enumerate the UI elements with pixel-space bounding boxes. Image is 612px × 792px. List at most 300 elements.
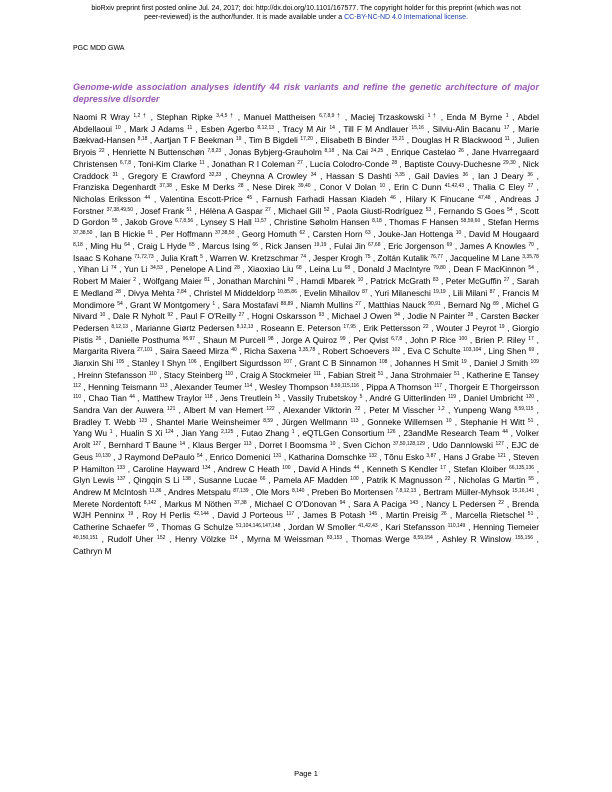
author-name: Penelope A Lind (170, 264, 232, 275)
author-affiliation: 63 (365, 230, 371, 237)
author-affiliation: 19 (127, 511, 134, 518)
author-name: Hilary K Finucane (405, 194, 475, 205)
author-name: Gail Davies (414, 170, 459, 181)
author-entry (473, 182, 533, 192)
author-affiliation: 34 (310, 171, 317, 178)
author-name: Bernard Ng (447, 299, 491, 310)
author-name: Warren W. Kretzschmar (209, 252, 299, 263)
author-name: David J Porteous (217, 510, 283, 521)
author-entry (353, 499, 418, 509)
author-affiliation: 3,35,78 (522, 253, 539, 260)
author-affiliation: 133 (116, 464, 126, 471)
author-name: Niamh Mullins (300, 299, 353, 310)
author-entry (367, 475, 451, 485)
author-affiliation: 119 (448, 394, 457, 401)
author-affiliation: 6,7,8 (119, 159, 132, 166)
author-affiliation: 100 (350, 476, 359, 483)
author-entry (140, 206, 192, 216)
author-affiliation: 11,57 (254, 218, 267, 225)
author-name: Erik Pettersson (363, 322, 421, 333)
author-name: Elisabeth B Binder (320, 135, 390, 146)
author-affiliation: 98 (268, 335, 274, 342)
author-entry (100, 229, 153, 239)
author-entry (288, 522, 377, 532)
author-entry (138, 159, 205, 169)
author-affiliation: 137 (117, 476, 126, 483)
author-name: 23andMe Research Team (403, 428, 500, 439)
author-name: Stephanie H Witt (460, 416, 525, 427)
author-entry (478, 171, 533, 181)
author-affiliation: 19,19 (313, 241, 327, 248)
author-entry (343, 440, 425, 450)
author-affiliation: 44 (502, 429, 508, 436)
author-affiliation: 113 (350, 417, 359, 424)
author-affiliation: 124 (165, 429, 174, 436)
author-affiliation: 114 (229, 534, 238, 541)
author-affiliation: 83,153 (326, 534, 343, 541)
author-name: Yun Li (123, 264, 148, 275)
author-entry (262, 194, 396, 204)
author-affiliation: 51 (186, 206, 193, 213)
author-name: Shaun M Purcell (203, 334, 266, 345)
author-entry (370, 276, 438, 286)
author-name: Carsten Bøcker Pedersen (73, 311, 539, 333)
author-affiliation: 8,12,13 (257, 124, 275, 131)
author-name: Tõnu Esko (383, 451, 424, 462)
author-name: Tim B Bigdeli (248, 135, 298, 146)
author-entry (218, 464, 291, 474)
author-name: Brenda WJH Penninx (73, 498, 539, 521)
author-affiliation: 62 (299, 230, 306, 237)
author-affiliation: 28 (234, 265, 240, 272)
author-affiliation: 10 (357, 277, 364, 284)
author-affiliation: 79,80 (433, 265, 446, 272)
author-name: Jana Strohmaier (390, 369, 452, 380)
author-affiliation: 40 (231, 347, 237, 354)
author-entry (112, 147, 221, 157)
author-entry (73, 475, 125, 485)
author-name: Rick Jansen (265, 240, 312, 251)
author-affiliation: 100 (282, 464, 291, 471)
author-name: Toni-Kim Clarke (137, 158, 197, 169)
author-affiliation: 10 (99, 312, 106, 319)
author-name: Bernhard T Baune (108, 440, 177, 451)
author-affiliation: 100 (458, 335, 468, 342)
author-entry (160, 194, 252, 204)
author-affiliation: 7,8,23 (207, 148, 222, 155)
author-affiliation: 5 (200, 253, 203, 260)
author-affiliation: 117 (286, 511, 295, 518)
author-affiliation: 7,8,12,13 (395, 488, 417, 494)
author-affiliation: 51 (527, 511, 534, 518)
author-entry (423, 487, 534, 497)
author-affiliation: 44 (353, 464, 360, 471)
author-entry (128, 288, 187, 298)
author-affiliation: 8,59 (263, 417, 273, 424)
author-name: Gonneke Willemsen (367, 416, 443, 427)
author-name: Jianxin Shi (73, 358, 114, 369)
author-entry (369, 393, 456, 403)
author-affiliation: 131 (273, 452, 282, 459)
author-name: Stefan Kloiber (453, 463, 507, 474)
author-name: Stacy Steinberg (163, 369, 223, 380)
author-affiliation: 106 (188, 359, 197, 366)
author-affiliation: 54 (117, 300, 123, 307)
author-name: Hogni Oskarsson (251, 311, 317, 322)
author-name: Henning Teismann (88, 381, 158, 392)
author-affiliation: 37,50,128,129 (392, 441, 425, 448)
author-name: Naomi R Wray (73, 112, 130, 122)
author-affiliation: 143 (409, 499, 418, 506)
author-entry (73, 428, 113, 438)
author-name: Gregory E Crawford (127, 170, 206, 181)
author-name: Jesper Krogh (312, 252, 363, 263)
author-name: Udo Dannlowski (432, 440, 493, 451)
author-entry (248, 264, 302, 274)
author-affiliation: 27 (355, 300, 361, 307)
author-entry (460, 417, 533, 427)
author-name: Daniel Umbricht (463, 393, 524, 404)
author-entry (156, 417, 273, 427)
author-affiliation: 8,12,13 (236, 323, 254, 330)
author-affiliation: 69 (528, 347, 535, 354)
author-affiliation: 134 (202, 464, 211, 471)
author-affiliation: 94 (394, 312, 400, 319)
author-name: Qingqin S Li (133, 475, 180, 486)
author-name: Ming Hu (90, 240, 122, 251)
author-affiliation: 28 (467, 312, 474, 319)
author-name: Thomas Werge (351, 533, 410, 544)
author-name: Andreas J Forstner (73, 194, 539, 216)
author-name: eQTLGen Consortium (302, 428, 385, 439)
author-affiliation: 31 (112, 171, 119, 178)
author-affiliation: 87 (362, 288, 368, 295)
author-entry (460, 241, 534, 251)
author-affiliation: 19,19 (433, 288, 446, 295)
author-entry (366, 382, 442, 392)
author-affiliation: 11 (187, 124, 193, 131)
notice-line-1: bioRxiv preprint first posted online Jul. 24, 2017; doi: http://dx.doi.org/10.1101/167577. The copyright holder for this preprint (which was not (91, 5, 521, 12)
author-name: Divya Mehta (128, 287, 175, 298)
author-affiliation: 22 (422, 323, 429, 330)
author-list: Naomi R Wray $^{1,2 \dagger}$ , Stephan Ripke $^{3,4,5 \dagger}$ , Manuel Mattheisen $^{6,7,8,9 \dagger}$ , Maciej Trzaskowski $^{1 \dagger}$ , Enda M Byrne $^1$ , Abdel Abdellaoui $^{10}$ , Mark J Adams $^{11}$ , Esben Agerbo $^{8,12,13}$ , Tracy M Air $^{14}$ , Till F M Andlauer $^{15,16}$ , Silviu-Alin Bacanu $^{17}$ , Marie Bækvad-Hansen $^{8,18}$ , Aartjan T F Beekman $^{19}$ , Tim B Bigdeli $^{17,20}$ , Elisabeth B Binder $^{15,21}$ , Douglas H R Blackwood $^{11}$ , Julien Bryois $^{22}$ , Henriette N Buttenschøn $^{7,8,23}$ , Jonas Bybjerg-Grauholm $^{8,18}$ , Na Cai $^{24,25}$ , Enrique Castelao $^{26}$ , Jane Hvarregaard Christensen $^{6,7,8}$ , Toni-Kim Clarke $^{11}$ , Jonathan R I Coleman $^{27}$ , Lucía Colodro-Conde $^{28}$ , Baptiste Couvy-Duchesne $^{29,30}$ , Nick Craddock $^{31}$ , Gregory E Crawford $^{32,33}$ , Cheynna A Crowley $^{34}$ , Hassan S Dashti $^{3,35}$ , Gail Davies $^{36}$ , Ian J Deary $^{36}$ , Franziska Degenhardt $^{37,38}$ , Eske M Derks $^{28}$ , Nese Direk $^{39,40}$ , Conor V Dolan $^{10}$ , Erin C Dunn $^{41,42,43}$ , Thalia C Eley $^{27}$ , Nicholas Eriksson $^{44}$ , Valentina Escott-Price $^{45}$ , Farnush Farhadi Hassan Kiadeh $^{46}$ , Hilary K Finucane $^{47,48}$ , Andreas J Forstner $^{37,38,49,50}$ , Josef Frank $^{51}$ , Hélèna A Gaspar $^{27}$ , Michael Gill $^{52}$ , Paola Giusti-Rodríguez $^{53}$ , Fernando S Goes $^{54}$ , Scott D Gordon $^{55}$ , Jakob Grove $^{6,7,8,56}$ , Lynsey S Hall $^{11,57}$ , Christine Søholm Hansen $^{8,18}$ , Thomas F Hansen $^{58,59,60}$ , Stefan Herms $^{37,38,50}$ , Ian B Hickie $^{61}$ , Per Hoffmann $^{37,38,50}$ , Georg Homuth $^{62}$ , Carsten Horn $^{63}$ , Jouke-Jan Hottenga $^{10}$ , David M Hougaard $^{8,18}$ , Ming Hu $^{64}$ , Craig L Hyde $^{65}$ , Marcus Ising $^{66}$ , Rick Jansen $^{19,19}$ , Fulai Jin $^{67,68}$ , Eric Jorgenson $^{69}$ , James A Knowles $^{70}$ , Isaac S Kohane $^{71,72,73}$ , Julia Kraft $^5$ , Warren W. Kretzschmar $^{74}$ , Jesper Krogh $^{75}$ , Zoltán Kutalik $^{76,77}$ , Jacqueline M Lane $^{3,35,78}$ , Yihan Li $^{74}$ , Yun Li $^{34,53}$ , Penelope A Lind $^{28}$ , Xiaoxiao Liu $^{68}$ , Leina Lu $^{68}$ , Donald J MacIntyre $^{79,80}$ , Dean F MacKinnon $^{54}$ , Robert M Maier $^2$ , Wolfgang Maier $^{81}$ , Jonathan Marchini $^{82}$ , Hamdi Mbarek $^{10}$ , Patrick McGrath $^{83}$ , Peter McGuffin $^{27}$ , Sarah E Medland $^{28}$ , Divya Mehta $^{2,84}$ , Christel M Middeldorp $^{10,85,86}$ , Evelin Mihailov $^{87}$ , Yuri Milaneschi $^{19,19}$ , Lili Milani $^{87}$ , Francis M Mondimore $^{54}$ , Grant W Montgomery $^1$ , Sara Mostafavi $^{88,89}$ , Niamh Mullins $^{27}$ , Matthias Nauck $^{90,91}$ , Bernard Ng $^{89}$ , Michel G Nivard $^{10}$ , Dale R Nyholt $^{92}$ , Paul F O'Reilly $^{27}$ , Hogni Oskarsson $^{93}$ , Michael J Owen $^{94}$ , Jodie N Painter $^{28}$ , Carsten Bøcker Pedersen $^{8,12,13}$ , Marianne Giørtz Pedersen $^{8,12,13}$ , Roseann E. Peterson $^{17,95}$ , Erik Pettersson $^{22}$ , Wouter J Peyrot $^{19}$ , Giorgio Pistis $^{26}$ , Danielle Posthuma $^{96,97}$ , Shaun M Purcell $^{98}$ , Jorge A Quiroz $^{99}$ , Per Qvist $^{6,7,8}$ , John P Rice $^{100}$ , Brien P. Riley $^{17}$ , Margarita Rivera $^{27,101}$ , Saira Saeed Mirza $^{40}$ , Richa Saxena $^{3,35,78}$ , Robert Schoevers $^{102}$ , Eva C Schulte $^{103,104}$ , Ling Shen $^{69}$ , Jianxin Shi $^{105}$ , Stanley I Shyn $^{106}$ , Engilbert Sigurdsson $^{107}$ , Grant C B Sinnamon $^{108}$ , Johannes H Smit $^{19}$ , Daniel J Smith $^{109}$ , Hreinn Stefansson $^{110}$ , Stacy Steinberg $^{110}$ , Craig A Stockmeier $^{111}$ , Fabian Streit $^{51}$ , Jana Strohmaier $^{51}$ , Katherine E Tansey $^{112}$ , Henning Teismann $^{113}$ , Alexander Teumer $^{114}$ , Wesley Thompson $^{8,59,115,116}$ , Pippa A Thomson $^{117}$ , Thorgeir E Thorgeirsson $^{110}$ , Chao Tian $^{44}$ , Matthew Traylor $^{118}$ , Jens Treutlein $^{51}$ , Vassily Trubetskoy $^5$ , André G Uitterlinden $^{119}$ , Daniel Umbricht $^{120}$ , Sandra Van der Auwera $^{121}$ , Albert M van Hemert $^{122}$ , Alexander Viktorin $^{22}$ , Peter M Visscher $^{1,2}$ , Yunpeng Wang $^{8,59,115}$ , Bradley T. Webb $^{123}$ , Shantel Marie Weinsheimer $^{8,59}$ , Jürgen Wellmann $^{113}$ , Gonneke Willemsen $^{10}$ , Stephanie H Witt $^{51}$ , Yang Wu $^1$ , Hualin S Xi $^{124}$ , Jian Yang $^{2,125}$ , Futao Zhang $^1$ , eQTLGen Consortium $^{126}$ , 23andMe Research Team $^{44}$ , Volker Arolt $^{127}$ , Bernhard T Baune $^{14}$ , Klaus Berger $^{113}$ , Dorret I Boomsma $^{10}$ , Sven Cichon $^{37,50,128,129}$ , Udo Dannlowski $^{127}$ , EJC de Geus $^{10,130}$ , J Raymond DePaulo $^{54}$ , Enrico Domenici $^{131}$ , Katharina Domschke $^{132}$ , Tõnu Esko $^{3,87}$ , Hans J Grabe $^{121}$ , Steven P Hamilton $^{133}$ , Caroline Hayward $^{134}$ , Andrew C Heath $^{100}$ , David A Hinds $^{44}$ , Kenneth S Kendler $^{17}$ , Stefan Kloiber $^{66,135,136}$ , Glyn Lewis $^{137}$ , Qingqin S Li $^{138}$ , Susanne Lucae $^{66}$ , Pamela AF Madden $^{100}$ , Patrik K Magnusson $^{22}$ , Nicholas G Martin $^{55}$ , Andrew M McIntosh $^{11,36}$ , Andres Metspalu $^{87,139}$ , Ole Mors $^{8,140}$ , Preben Bo Mortensen $^{7,8,12,13}$ , Bertram Müller-Myhsok $^{15,16,141}$ , Merete Nordentoft $^{8,142}$ , Markus M Nöthen $^{37,38}$ , Michael C O'Donovan $^{94}$ , Sara A Paciga $^{143}$ , Nancy L Pedersen $^{22}$ , Brenda WJH Penninx $^{19}$ , Roy H Perlis $^{42,144}$ , David J Porteous $^{117}$ , James B Potash $^{145}$ , Martin Preisig $^{26}$ , Marcella Rietschel $^{51}$ , Catherine Schaefer $^{69}$ , Thomas G Schulze $^{51,104,146,147,148}$ , Jordan W Smoller $^{41,42,43}$ , Kari Stefansson $^{110,149}$ , Henning Tiemeier $^{40,150,151}$ , Rudolf Uher $^{152}$ , Henry Völzke $^{114}$ , Myrna M Weissman $^{83,153}$ , Thomas Werge $^{8,59,154}$ , Ashley R Winslow $^{155,156}$ , Cathryn M (73, 112, 540, 556)
author-name: Grant W Montgomery (129, 299, 210, 310)
author-name: Till F M Andlauer (343, 123, 409, 134)
author-entry (231, 171, 316, 181)
author-affiliation: 1 (212, 300, 216, 307)
author-entry (298, 464, 359, 474)
author-affiliation: 40,150,151 (73, 534, 99, 541)
author-entry (367, 464, 446, 474)
author-entry (390, 370, 459, 380)
author-name: Abdel Abdellaoui (73, 112, 539, 134)
author-name: James B Potash (302, 510, 366, 521)
author-name: Enrique Castelao (391, 147, 456, 158)
author-name: Julia Kraft (160, 252, 198, 263)
author-affiliation: 17,20 (300, 136, 313, 143)
author-affiliation: 123 (138, 417, 148, 424)
author-affiliation: 3,87 (426, 452, 437, 459)
author-affiliation: 36 (527, 171, 533, 178)
author-name: Enda M Byrne (446, 112, 503, 122)
author-entry (164, 499, 246, 509)
author-name: Sarah E Medland (73, 276, 539, 298)
author-affiliation: 27 (238, 312, 245, 319)
author-affiliation: 152 (157, 534, 166, 541)
notice-line-2 (0, 13, 612, 22)
author-name: Douglas H R Blackwood (411, 135, 503, 146)
author-entry (142, 393, 212, 403)
author-affiliation: 34,53 (150, 265, 163, 272)
author-entry (194, 288, 297, 298)
paper-title: Genome-wide association analyses identify 44 risk variants and refine the genetic architecture of major depressive disorder (73, 82, 539, 104)
author-affiliation: 102 (391, 347, 401, 354)
author-name: Francis M Mondimore (73, 287, 539, 310)
author-entry (447, 112, 509, 122)
author-name: Jürgen Wellmann (281, 416, 348, 427)
author-name: Hamdi Mbarek (300, 276, 356, 287)
author-name: Dale R Nyholt (112, 311, 165, 322)
author-name: Jian Yang (181, 428, 219, 439)
author-entry (454, 464, 535, 474)
author-name: Michael J Owen (331, 311, 392, 322)
author-name: Bradley T. Webb (73, 416, 136, 427)
author-entry (161, 229, 235, 239)
author-name: Nicholas Eriksson (73, 194, 141, 205)
author-name: Per Hoffmann (160, 229, 213, 240)
author-entry (73, 346, 153, 356)
author-entry (326, 171, 405, 181)
author-entry (259, 382, 359, 392)
author-affiliation: 110 (148, 370, 157, 377)
author-name: Stefan Herms (487, 217, 539, 228)
author-entry (303, 510, 377, 520)
author-entry (128, 171, 221, 181)
author-entry (289, 452, 377, 462)
author-entry (73, 417, 147, 427)
author-name: Vassily Trubetskoy (287, 393, 358, 404)
author-affiliation: 6,7,8,9 † (319, 113, 342, 119)
author-affiliation: 54 (197, 452, 203, 459)
author-affiliation: 88,89 (280, 300, 294, 307)
author-name: Paul F O'Reilly (180, 311, 237, 322)
author-name: Carsten Horn (312, 229, 363, 240)
author-entry (302, 428, 395, 438)
author-affiliation: 37,38,50 (214, 230, 235, 237)
author-name: David A Hinds (298, 463, 351, 474)
author-name: Marcella Rietschel (455, 510, 525, 521)
author-name: Isaac S Kohane (73, 252, 132, 263)
author-entry (386, 510, 447, 520)
author-name: Per Qvist (353, 334, 389, 345)
author-affiliation: 8,18 (73, 241, 83, 248)
author-name: Danielle Posthuma (109, 334, 180, 345)
author-entry (391, 147, 464, 157)
author-entry (184, 405, 275, 415)
author-entry (332, 311, 400, 321)
author-affiliation: 68 (296, 265, 302, 272)
author-entry (442, 534, 533, 544)
author-affiliation: 3,35 (395, 171, 405, 178)
author-affiliation: 92 (167, 312, 174, 319)
author-name: Yang Wu (73, 428, 107, 439)
author-entry (343, 124, 424, 134)
author-affiliation: 37,38 (159, 183, 172, 190)
author-entry (351, 112, 437, 122)
author-entry (210, 452, 282, 462)
author-entry (129, 124, 192, 134)
author-entry (334, 241, 381, 251)
author-affiliation: 27 (503, 277, 510, 284)
author-affiliation: 117 (434, 382, 443, 389)
author-name: John P Rice (410, 334, 456, 345)
author-name: Volker Arolt (73, 428, 539, 451)
author-affiliation: 41,42,43 (444, 183, 465, 190)
author-affiliation: 22 (498, 499, 504, 506)
author-affiliation: 61 (147, 230, 154, 237)
author-affiliation: 68 (344, 265, 351, 272)
author-entry (320, 135, 404, 145)
author-affiliation: 76,77 (430, 253, 443, 260)
author-name: Craig L Hyde (137, 240, 187, 251)
author-name: Jouke-Jan Hottenga (378, 229, 454, 240)
author-entry (240, 370, 321, 380)
author-affiliation: 22 (98, 148, 105, 155)
author-entry (220, 393, 280, 403)
author-entry (282, 417, 359, 427)
author-affiliation: 5 (359, 394, 363, 401)
author-affiliation: 118 (204, 394, 213, 401)
author-name: Manuel Mattheisen (243, 112, 316, 122)
author-name: Merete Nordentoft (73, 498, 141, 509)
author-entry (313, 229, 371, 239)
author-affiliation: 69 (148, 523, 154, 530)
author-affiliation: 8,18 (372, 218, 382, 225)
author-name: Margarita Rivera (73, 346, 135, 357)
author-name: Peter M Visscher (369, 404, 435, 415)
author-entry (78, 370, 157, 380)
author-name: Rudolf Uher (107, 533, 154, 544)
author-entry (395, 358, 467, 368)
author-name: Jakob Grove (124, 217, 173, 228)
author-entry (247, 534, 342, 544)
author-entry (488, 346, 534, 356)
author-affiliation: 8,12,13 (111, 323, 129, 330)
author-name: Jane Hvarregaard Christensen (73, 147, 539, 169)
author-affiliation: 51,104,146,147,148 (235, 523, 281, 530)
author-name: Pippa A Thomson (366, 381, 432, 392)
author-name: Daniel J Smith (473, 358, 529, 369)
author-entry (161, 522, 280, 532)
author-affiliation: 127 (495, 441, 504, 448)
author-entry (154, 135, 241, 145)
author-affiliation: 6,7,8,56 (175, 218, 194, 225)
author-entry (256, 487, 305, 497)
author-entry (446, 276, 510, 286)
author-name: Katherine E Tansey (466, 369, 539, 380)
author-affiliation: 122 (266, 405, 275, 412)
author-entry (241, 428, 294, 438)
author-entry (274, 217, 382, 227)
author-affiliation: 27 (527, 183, 534, 190)
author-name: Yihan Li (77, 264, 109, 275)
author-name: Thomas G Schulze (161, 522, 234, 533)
author-name: Sara Mostafavi (222, 299, 279, 310)
author-name: Henning Tiemeier (473, 522, 539, 533)
author-name: Andrew M McIntosh (73, 487, 147, 497)
author-affiliation: 110 (225, 370, 234, 377)
author-name: Robert Schoevers (322, 346, 390, 357)
author-entry (171, 264, 240, 274)
author-affiliation: 132 (368, 452, 377, 459)
author-affiliation: 17 (528, 335, 534, 342)
author-entry (175, 534, 238, 544)
author-name: Engilbert Sigurdsson (203, 358, 282, 369)
author-entry (73, 522, 154, 532)
author-name: Georg Homuth (241, 229, 297, 240)
author-name: Jonathan R I Coleman (211, 158, 295, 169)
author-name: Hélèna A Gaspar (199, 205, 263, 216)
author-affiliation: 2,84 (176, 288, 187, 295)
author-affiliation: 103,104 (463, 347, 482, 354)
author-name: Andres Metspalu (168, 487, 231, 497)
author-affiliation: 64 (124, 241, 130, 248)
author-affiliation: 54 (528, 265, 534, 272)
author-name: Maciej Trzaskowski (350, 112, 424, 122)
license-link[interactable]: CC-BY-NC-ND 4.0 International license. (344, 14, 468, 21)
author-entry (90, 241, 130, 251)
author-entry (78, 264, 117, 274)
author-entry (181, 182, 244, 192)
author-entry (203, 335, 274, 345)
author-entry (124, 264, 163, 274)
author-name: Enrico Domenici (209, 451, 271, 462)
author-affiliation: 138 (182, 476, 191, 483)
author-entry (288, 393, 363, 403)
author-entry (168, 487, 248, 497)
author-affiliation: 27 (265, 206, 271, 213)
author-affiliation: 17 (440, 464, 446, 471)
author-name: Na Cai (342, 147, 369, 158)
author-entry (73, 487, 161, 497)
author-entry (453, 405, 533, 415)
author-name: Eric Jorgenson (388, 240, 445, 251)
author-entry (73, 253, 154, 263)
author-affiliation: 1 (109, 429, 113, 436)
author-affiliation: 8,18 (324, 148, 335, 155)
author-affiliation: 96,97 (182, 335, 196, 342)
author-affiliation: 121 (497, 452, 506, 459)
author-affiliation: 66 (252, 241, 258, 248)
author-entry (310, 159, 397, 169)
author-entry (283, 124, 335, 134)
author-affiliation: 19 (461, 359, 467, 366)
author-entry (132, 358, 197, 368)
author-affiliation: 126 (387, 429, 396, 436)
author-name: Ling Shen (488, 346, 527, 357)
author-affiliation: 82 (287, 277, 294, 284)
author-name: Esben Agerbo (200, 123, 255, 134)
author-name: Lucía Colodro-Conde (309, 158, 390, 169)
author-affiliation: 8,142 (143, 499, 157, 506)
author-entry (367, 417, 451, 427)
author-name: Stanley I Shyn (131, 358, 186, 369)
author-affiliation: 3,4,5 † (216, 113, 235, 119)
author-affiliation: 66 (259, 476, 266, 483)
author-entry (174, 382, 252, 392)
author-affiliation: 22 (354, 405, 361, 412)
author-name: Preben Bo Mortensen (311, 487, 393, 497)
